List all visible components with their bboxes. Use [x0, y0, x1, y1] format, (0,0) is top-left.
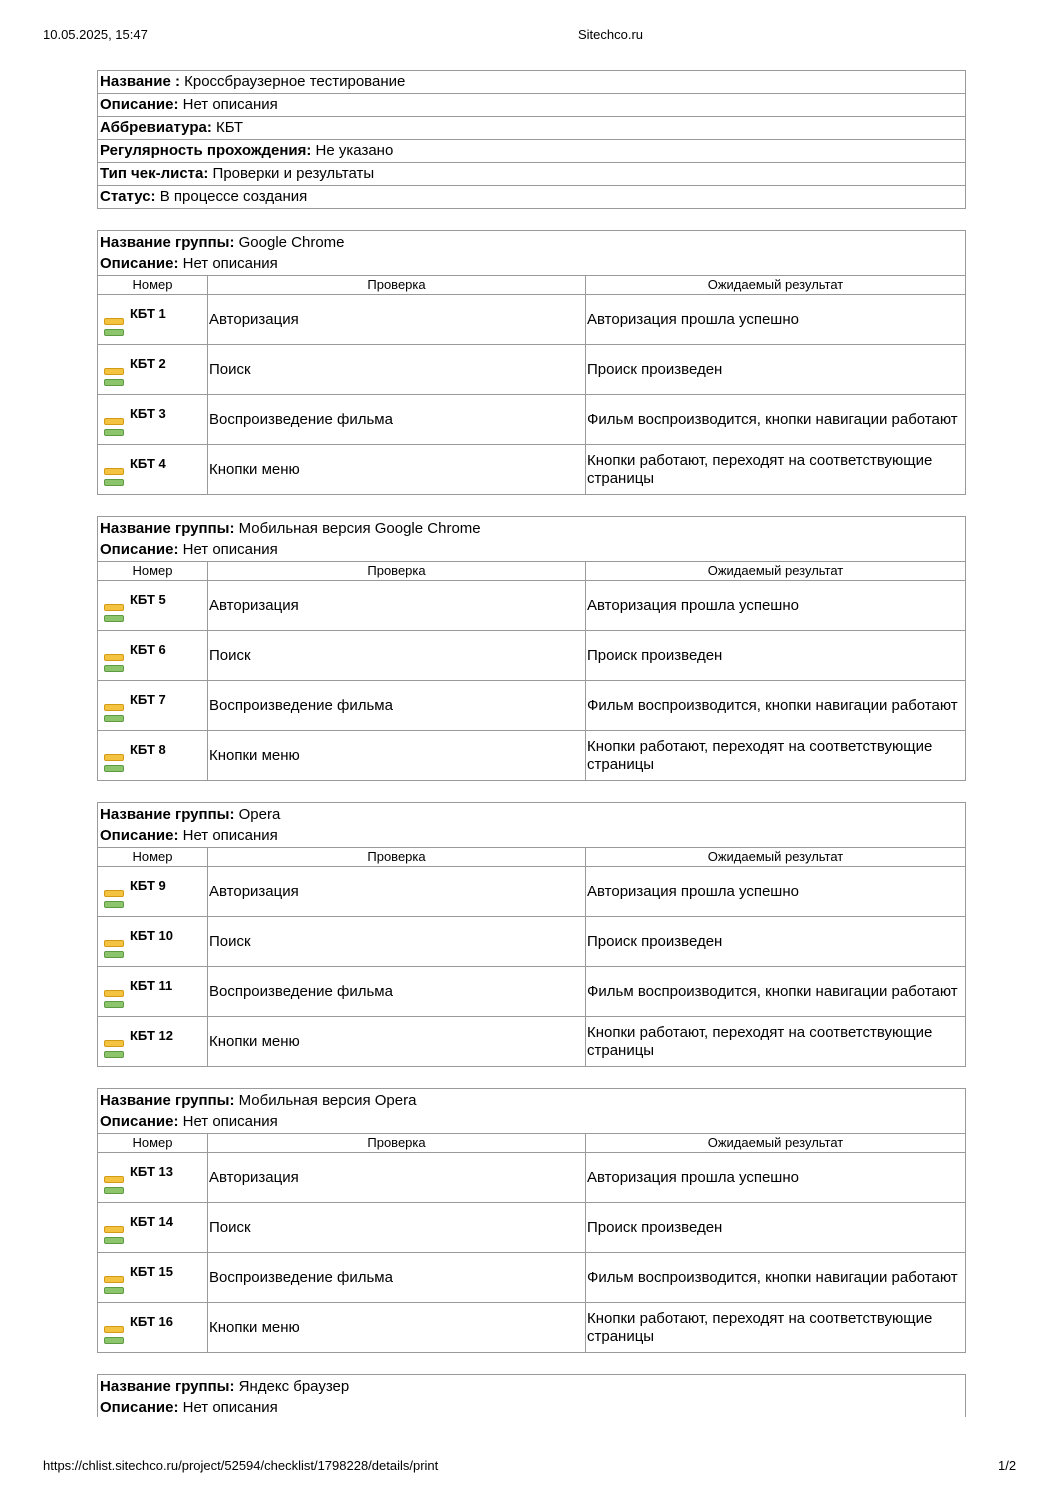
column-headers: [98, 561, 965, 580]
expected-result: Авторизация прошла успешно: [587, 882, 799, 900]
check-number: КБТ 11: [130, 978, 173, 993]
column-header-number: Номер: [98, 1134, 208, 1152]
expected-result: Происк произведен: [587, 360, 723, 378]
table-row: [98, 1252, 965, 1302]
table-row: [98, 866, 965, 916]
check-number: КБТ 3: [130, 406, 166, 421]
check-group: [97, 1088, 966, 1353]
check-number: КБТ 1: [130, 306, 166, 321]
meta-row: [98, 163, 965, 186]
status-passed-icon: [104, 1051, 124, 1058]
status-passed-icon: [104, 1287, 124, 1294]
check-number-cell: [98, 681, 208, 730]
status-pending-icon: [104, 468, 124, 475]
check-number: КБТ 15: [130, 1264, 173, 1279]
column-headers: [98, 1133, 965, 1152]
table-row: [98, 1016, 965, 1066]
table-row: [98, 1202, 965, 1252]
status-icon[interactable]: [104, 411, 124, 437]
check-number-cell: [98, 1303, 208, 1352]
table-row: [98, 394, 965, 444]
status-passed-icon: [104, 429, 124, 436]
status-pending-icon: [104, 1226, 124, 1233]
group-description-label: Описание:: [100, 1399, 179, 1416]
meta-label: Регулярность прохождения:: [100, 142, 312, 159]
table-row: [98, 444, 965, 494]
expected-result: Кнопки работают, переходят на соответствующие страницы: [587, 1023, 933, 1059]
meta-row: [98, 140, 965, 163]
check-number-cell: [98, 445, 208, 494]
check-name: Кнопки меню: [208, 1303, 586, 1352]
check-number: КБТ 2: [130, 356, 166, 371]
group-description-line: [100, 825, 963, 846]
status-icon[interactable]: [104, 883, 124, 909]
column-header-check: Проверка: [208, 562, 586, 580]
check-name: Кнопки меню: [208, 731, 586, 780]
status-passed-icon: [104, 901, 124, 908]
column-header-number: Номер: [98, 562, 208, 580]
table-row: [98, 916, 965, 966]
group-name: Яндекс браузер: [234, 1378, 350, 1395]
status-pending-icon: [104, 1276, 124, 1283]
meta-label: Аббревиатура:: [100, 119, 212, 136]
check-number-cell: [98, 1017, 208, 1066]
check-name: Авторизация: [208, 867, 586, 916]
group-header: [98, 517, 965, 561]
status-icon[interactable]: [104, 1219, 124, 1245]
table-row: [98, 630, 965, 680]
check-name: Авторизация: [208, 295, 586, 344]
column-header-number: Номер: [98, 848, 208, 866]
status-pending-icon: [104, 418, 124, 425]
status-icon[interactable]: [104, 461, 124, 487]
group-name-line: [100, 232, 963, 253]
status-passed-icon: [104, 951, 124, 958]
check-number: КБТ 5: [130, 592, 166, 607]
table-row: [98, 294, 965, 344]
meta-row: [98, 117, 965, 140]
group-name-label: Название группы:: [100, 520, 235, 537]
status-icon[interactable]: [104, 1033, 124, 1059]
meta-row: [98, 94, 965, 117]
group-name-label: Название группы:: [100, 234, 235, 251]
meta-row: [98, 71, 965, 94]
checklist-meta-table: [97, 70, 966, 209]
check-number-cell: [98, 967, 208, 1016]
column-header-number: Номер: [98, 276, 208, 294]
check-number: КБТ 7: [130, 692, 166, 707]
check-name: Воспроизведение фильма: [208, 1253, 586, 1302]
table-row: [98, 966, 965, 1016]
group-header: [98, 231, 965, 275]
table-row: [98, 1302, 965, 1352]
check-name: Воспроизведение фильма: [208, 395, 586, 444]
status-pending-icon: [104, 604, 124, 611]
check-number-cell: [98, 345, 208, 394]
group-description: Нет описания: [178, 1113, 278, 1130]
check-number: КБТ 12: [130, 1028, 173, 1043]
check-name: Поиск: [208, 345, 586, 394]
group-description-label: Описание:: [100, 1113, 179, 1130]
page-number: 1/2: [998, 1458, 1017, 1473]
group-name-label: Название группы:: [100, 1092, 235, 1109]
meta-label: Описание:: [100, 96, 179, 113]
status-pending-icon: [104, 1326, 124, 1333]
status-pending-icon: [104, 754, 124, 761]
group-header: [98, 1089, 965, 1133]
meta-value: Не указано: [311, 142, 394, 159]
group-description-line: [100, 253, 963, 274]
status-passed-icon: [104, 1187, 124, 1194]
group-description-label: Описание:: [100, 541, 179, 558]
expected-result: Фильм воспроизводится, кнопки навигации работают: [587, 1268, 958, 1286]
check-name: Кнопки меню: [208, 1017, 586, 1066]
column-headers: [98, 847, 965, 866]
meta-label: Статус:: [100, 188, 156, 205]
status-icon[interactable]: [104, 933, 124, 959]
status-passed-icon: [104, 1337, 124, 1344]
group-name: Мобильная версия Google Chrome: [234, 520, 481, 537]
check-name: Поиск: [208, 1203, 586, 1252]
status-icon[interactable]: [104, 1169, 124, 1195]
status-pending-icon: [104, 990, 124, 997]
check-name: Поиск: [208, 917, 586, 966]
check-number-cell: [98, 295, 208, 344]
expected-result: Происк произведен: [587, 932, 723, 950]
check-name: Воспроизведение фильма: [208, 967, 586, 1016]
expected-result: Фильм воспроизводится, кнопки навигации работают: [587, 410, 958, 428]
meta-label: Тип чек-листа:: [100, 165, 209, 182]
status-icon[interactable]: [104, 361, 124, 387]
status-pending-icon: [104, 1040, 124, 1047]
column-headers: [98, 275, 965, 294]
table-row: [98, 344, 965, 394]
group-name: Opera: [234, 806, 281, 823]
group-name-line: [100, 1090, 963, 1111]
check-number: КБТ 8: [130, 742, 166, 757]
expected-result: Фильм воспроизводится, кнопки навигации работают: [587, 982, 958, 1000]
group-description-line: [100, 539, 963, 560]
status-pending-icon: [104, 890, 124, 897]
group-description: Нет описания: [178, 1399, 278, 1416]
check-group: [97, 516, 966, 781]
check-name: Воспроизведение фильма: [208, 681, 586, 730]
check-number-cell: [98, 581, 208, 630]
status-pending-icon: [104, 368, 124, 375]
status-icon[interactable]: [104, 597, 124, 623]
group-name-line: [100, 1376, 963, 1397]
group-name-label: Название группы:: [100, 806, 235, 823]
meta-label: Название :: [100, 73, 180, 90]
group-description-line: [100, 1111, 963, 1132]
status-passed-icon: [104, 765, 124, 772]
table-row: [98, 1152, 965, 1202]
table-row: [98, 580, 965, 630]
check-number: КБТ 9: [130, 878, 166, 893]
check-number: КБТ 13: [130, 1164, 173, 1179]
status-icon[interactable]: [104, 983, 124, 1009]
print-datetime: 10.05.2025, 15:47: [43, 27, 148, 42]
checklist-content: [97, 70, 966, 1438]
check-number-cell: [98, 917, 208, 966]
status-pending-icon: [104, 940, 124, 947]
group-header: [98, 1375, 965, 1417]
expected-result: Происк произведен: [587, 646, 723, 664]
column-header-expected: Ожидаемый результат: [707, 563, 844, 578]
status-icon[interactable]: [104, 697, 124, 723]
check-name: Авторизация: [208, 1153, 586, 1202]
check-number-cell: [98, 731, 208, 780]
group-name-label: Название группы:: [100, 1378, 235, 1395]
status-passed-icon: [104, 615, 124, 622]
column-header-check: Проверка: [208, 848, 586, 866]
table-row: [98, 680, 965, 730]
group-description-line: [100, 1397, 963, 1417]
check-number: КБТ 6: [130, 642, 166, 657]
column-header-expected: Ожидаемый результат: [707, 277, 844, 292]
status-passed-icon: [104, 479, 124, 486]
check-number: КБТ 16: [130, 1314, 173, 1329]
expected-result: Авторизация прошла успешно: [587, 596, 799, 614]
group-name-line: [100, 804, 963, 825]
check-number-cell: [98, 1203, 208, 1252]
column-header-check: Проверка: [208, 1134, 586, 1152]
status-icon[interactable]: [104, 1319, 124, 1345]
check-name: Авторизация: [208, 581, 586, 630]
check-number-cell: [98, 1153, 208, 1202]
status-passed-icon: [104, 665, 124, 672]
status-icon[interactable]: [104, 747, 124, 773]
check-number-cell: [98, 395, 208, 444]
column-header-check: Проверка: [208, 276, 586, 294]
check-group: [97, 230, 966, 495]
meta-row: [98, 186, 965, 208]
expected-result: Кнопки работают, переходят на соответствующие страницы: [587, 451, 933, 487]
group-description-label: Описание:: [100, 255, 179, 272]
table-row: [98, 730, 965, 780]
status-pending-icon: [104, 1176, 124, 1183]
expected-result: Происк произведен: [587, 1218, 723, 1236]
group-description: Нет описания: [178, 541, 278, 558]
meta-value: Кроссбраузерное тестирование: [179, 73, 406, 90]
checklist-groups: [97, 230, 966, 1417]
check-number: КБТ 10: [130, 928, 173, 943]
check-number: КБТ 14: [130, 1214, 173, 1229]
check-name: Поиск: [208, 631, 586, 680]
status-icon[interactable]: [104, 1269, 124, 1295]
check-group: [97, 1374, 966, 1417]
column-header-expected: Ожидаемый результат: [707, 849, 844, 864]
status-passed-icon: [104, 329, 124, 336]
expected-result: Авторизация прошла успешно: [587, 310, 799, 328]
check-name: Кнопки меню: [208, 445, 586, 494]
expected-result: Фильм воспроизводится, кнопки навигации работают: [587, 696, 958, 714]
group-header: [98, 803, 965, 847]
status-pending-icon: [104, 654, 124, 661]
status-passed-icon: [104, 379, 124, 386]
check-number-cell: [98, 1253, 208, 1302]
check-number-cell: [98, 631, 208, 680]
group-description: Нет описания: [178, 827, 278, 844]
meta-value: В процессе создания: [155, 188, 308, 205]
column-header-expected: Ожидаемый результат: [707, 1135, 844, 1150]
group-name-line: [100, 518, 963, 539]
meta-value: Нет описания: [178, 96, 278, 113]
group-name: Мобильная версия Opera: [234, 1092, 417, 1109]
status-icon[interactable]: [104, 311, 124, 337]
check-number: КБТ 4: [130, 456, 166, 471]
status-pending-icon: [104, 704, 124, 711]
expected-result: Кнопки работают, переходят на соответствующие страницы: [587, 737, 933, 773]
meta-value: Проверки и результаты: [208, 165, 375, 182]
check-number-cell: [98, 867, 208, 916]
group-description-label: Описание:: [100, 827, 179, 844]
status-passed-icon: [104, 715, 124, 722]
expected-result: Кнопки работают, переходят на соответствующие страницы: [587, 1309, 933, 1345]
group-description: Нет описания: [178, 255, 278, 272]
meta-value: КБТ: [211, 119, 244, 136]
print-url: https://chlist.sitechco.ru/project/52594/checklist/1798228/details/print: [43, 1458, 439, 1473]
print-site-name: Sitechco.ru: [578, 27, 644, 42]
check-group: [97, 802, 966, 1067]
expected-result: Авторизация прошла успешно: [587, 1168, 799, 1186]
status-pending-icon: [104, 318, 124, 325]
status-passed-icon: [104, 1237, 124, 1244]
status-icon[interactable]: [104, 647, 124, 673]
group-name: Google Chrome: [234, 234, 345, 251]
status-passed-icon: [104, 1001, 124, 1008]
